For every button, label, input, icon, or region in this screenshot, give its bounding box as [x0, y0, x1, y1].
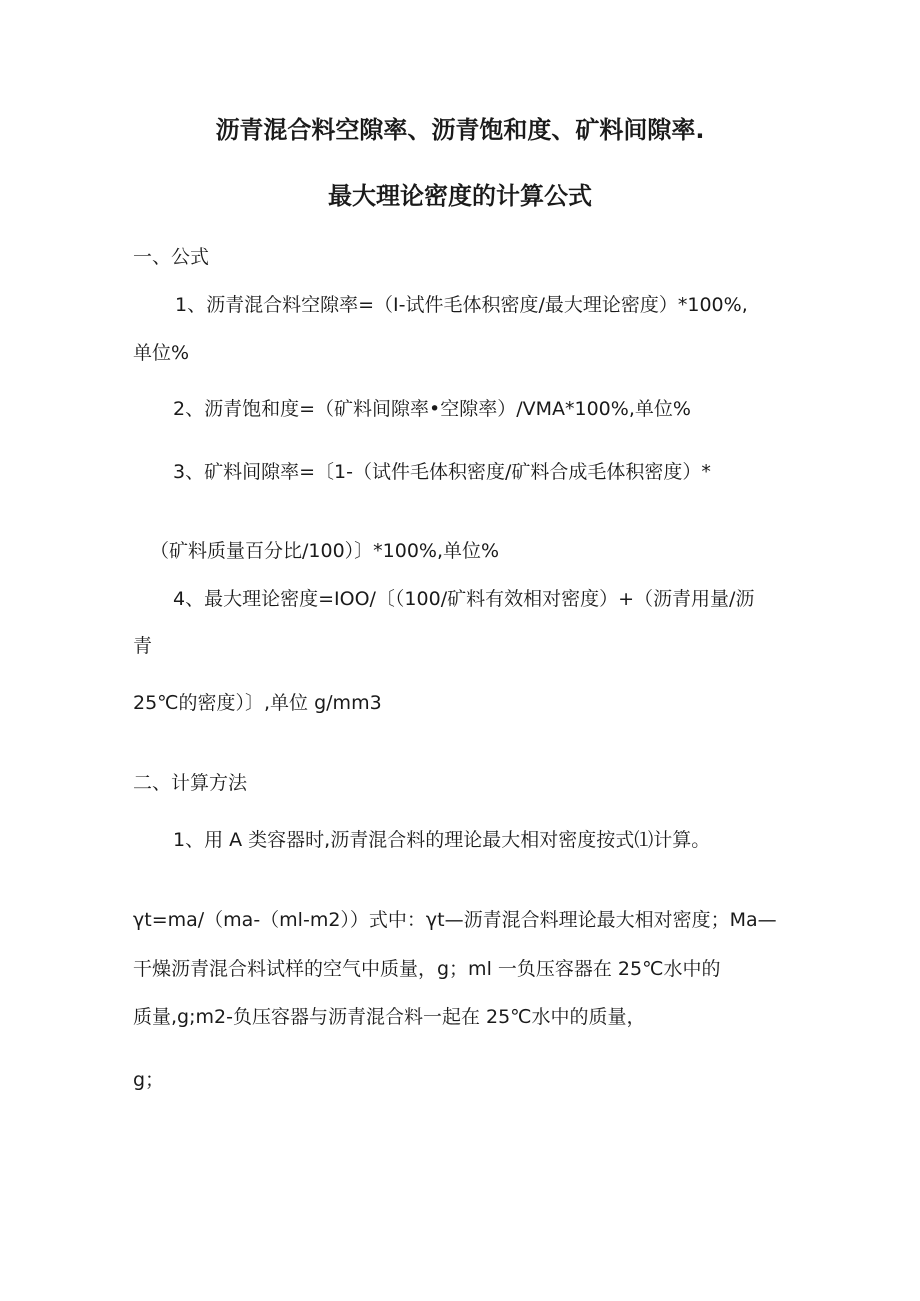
document-title-line-2: 最大理论密度的计算公式	[328, 182, 592, 210]
formula-vma-continued: （矿料质量百分比/100）〕*100%,单位%	[150, 540, 500, 562]
section-heading-calculation-method: 二、计算方法	[133, 772, 248, 794]
formula-vma: 3、矿料间隙率=〔1-（试件毛体积密度/矿料合成毛体积密度）*	[173, 461, 711, 483]
document-title-line-1: 沥青混合料空隙率、沥青饱和度、矿料间隙率.	[215, 116, 705, 144]
formula-gamma-t: γt=ma∕（ma-（ml-m2））式中：γt—沥青混合料理论最大相对密度；Ma—	[133, 909, 777, 931]
formula-max-theoretical-density-wrap: 青	[133, 635, 153, 657]
formula-gamma-t-definitions-1: 干燥沥青混合料试样的空气中质量，g；ml 一负压容器在 25℃水中的	[133, 958, 721, 980]
formula-void-ratio: 1、沥青混合料空隙率=（I-试件毛体积密度/最大理论密度）*100%,	[175, 294, 748, 316]
formula-max-theoretical-density-unit: 25℃的密度）〕,单位 g∕mm3	[133, 692, 382, 714]
method-container-a: 1、用 A 类容器时,沥青混合料的理论最大相对密度按式⑴计算。	[173, 829, 711, 851]
formula-void-ratio-unit: 单位%	[133, 342, 190, 364]
section-heading-formulas: 一、公式	[133, 246, 210, 268]
formula-asphalt-saturation: 2、沥青饱和度=（矿料间隙率•空隙率）/VMA*100%,单位%	[173, 398, 691, 420]
formula-gamma-t-definitions-3: g；	[133, 1069, 165, 1091]
formula-max-theoretical-density: 4、最大理论密度=IOO/〔（100/矿料有效相对密度）+（沥青用量/沥	[173, 588, 755, 610]
formula-gamma-t-definitions-2: 质量,g;m2-负压容器与沥青混合料一起在 25℃水中的质量，	[133, 1006, 646, 1028]
